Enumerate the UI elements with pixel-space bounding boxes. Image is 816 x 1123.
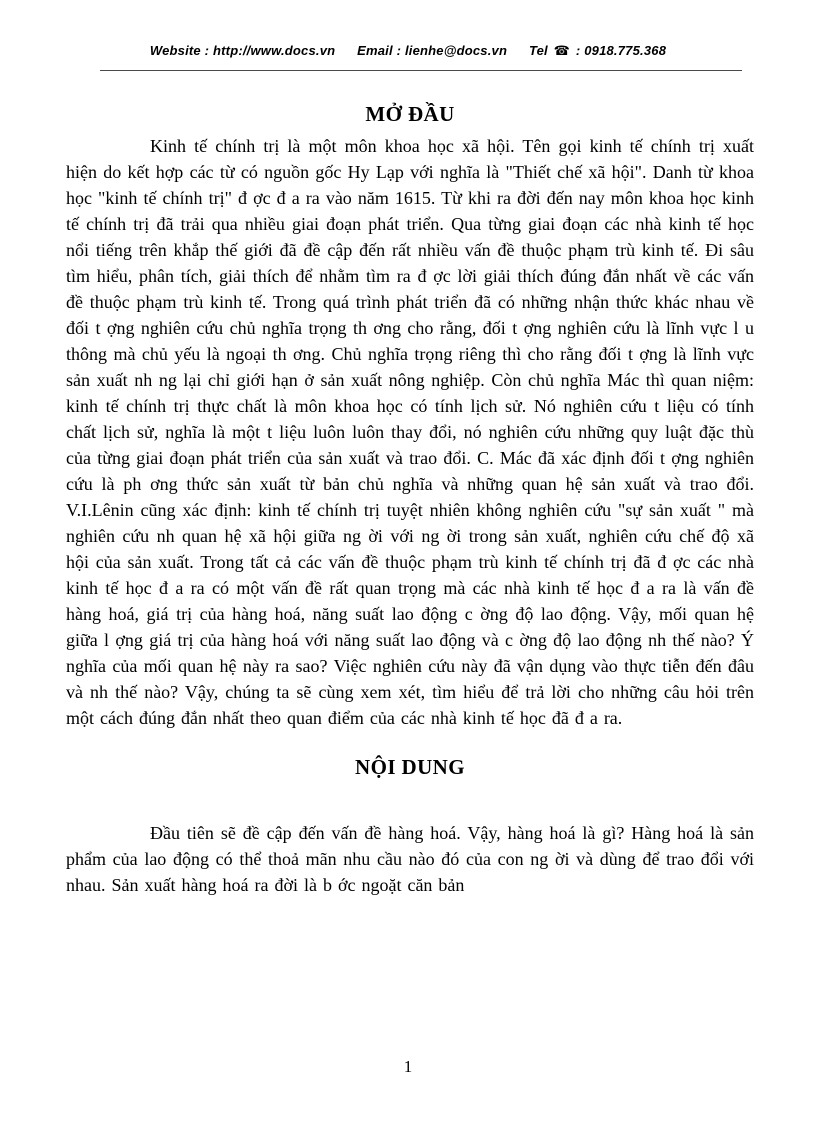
header-website-text: Website : http://www.docs.vn [149,43,336,58]
document-body [66,94,754,898]
section-paragraph-noi-dung: Đầu tiên sẽ đề cập đến vấn đề hàng hoá. Vậy, hàng hoá là gì? Hàng hoá là sản phẩm của lao động có thể thoả mãn nhu cầu nào đó của con ng ời và dùng để trao đổi với nhau. Sản xuất hàng hoá ra đời là b ớc ngoặt căn bản [66,823,754,895]
page-header [0,43,816,59]
page-number: 1 [403,1057,413,1076]
phone-icon: ☎ [553,43,571,58]
section-paragraph-mo-dau: Kinh tế chính trị là một môn khoa học xã hội. Tên gọi kinh tế chính trị xuất hiện do kết hợp các từ có nguồn gốc Hy Lạp với nghĩa là "Thiết chế xã hội". Danh từ khoa học "kinh tế chính trị" đ ợc đ a ra vào năm 1615. Từ khi ra đời đến nay môn khoa học kinh tế chính trị đã trải qua nhiều giai đoạn phát triển. Qua từng giai đoạn các nhà kinh tế học nổi tiếng trên khắp thế giới đã đề cập đến rất nhiều vấn đề thuộc phạm trù kinh tế. Đi sâu tìm hiểu, phân tích, giải thích để nhằm tìm ra đ ợc lời giải thích đúng đắn nhất về các vấn đề thuộc phạm trù kinh tế. Trong quá trình phát triển đã có những nhận thức khác nhau về đối t ợng nghiên cứu chủ nghĩa trọng th ơng cho rằng, đối t ợng nghiên cứu là lĩnh vực l u thông mà chủ yếu là ngoại th ơng. Chủ nghĩa trọng riêng thì cho rằng đối t ợng là lĩnh vực sản xuất nh ng lại chỉ giới hạn ở sản xuất nông nghiệp. Còn chủ nghĩa Mác thì quan niệm: kinh tế chính trị thực chất là môn khoa học có tính lịch sử. Nó nghiên cứu t liệu có tính chất lịch sử, nghĩa là một t liệu luôn luôn thay đổi, nó nghiên cứu những quy luật đặc thù của từng giai đoạn phát triển của sản xuất và trao đổi. C. Mác đã xác định đối t ợng nghiên cứu là ph ơng thức sản xuất từ bản chủ nghĩa và những quan hệ sản xuất và trao đổi. V.I.Lênin cũng xác định: kinh tế chính trị tuyệt nhiên không nghiên cứu "sự sản xuất " mà nghiên cứu nh quan hệ xã hội giữa ng ời với ng ời trong sản xuất, nghiên cứu chế độ xã hội của sản xuất. Trong tất cả các vấn đề thuộc phạm trù kinh tế chính trị đã đ ợc các nhà kinh tế học đ a ra có một vấn đề rất quan trọng mà các nhà kinh tế học đ a ra là vấn đề hàng hoá, giá trị của hàng hoá, năng suất lao động c ờng độ lao động. Vậy, mối quan hệ giữa l ợng giá trị của hàng hoá với năng suất lao động và c ờng độ lao động nh thế nào? Ý nghĩa của mối quan hệ này ra sao? Việc nghiên cứu này đã vận dụng vào thực tiễn đến đâu và nh thế nào? Vậy, chúng ta sẽ cùng xem xét, tìm hiểu để trả lời cho những câu hỏi trên một cách đúng đắn nhất theo quan điểm của các nhà kinh tế học đã đ a ra. [66,136,754,728]
tel-number: : 0918.775.368 [575,43,667,58]
header-tel-text [529,43,666,58]
section-heading-mo-dau: MỞ ĐẦU [365,102,455,126]
tel-label: Tel [528,43,548,58]
header-divider [100,70,742,71]
section-heading-noi-dung: NỘI DUNG [355,755,465,779]
header-email-text: Email : lienhe@docs.vn [357,43,508,58]
